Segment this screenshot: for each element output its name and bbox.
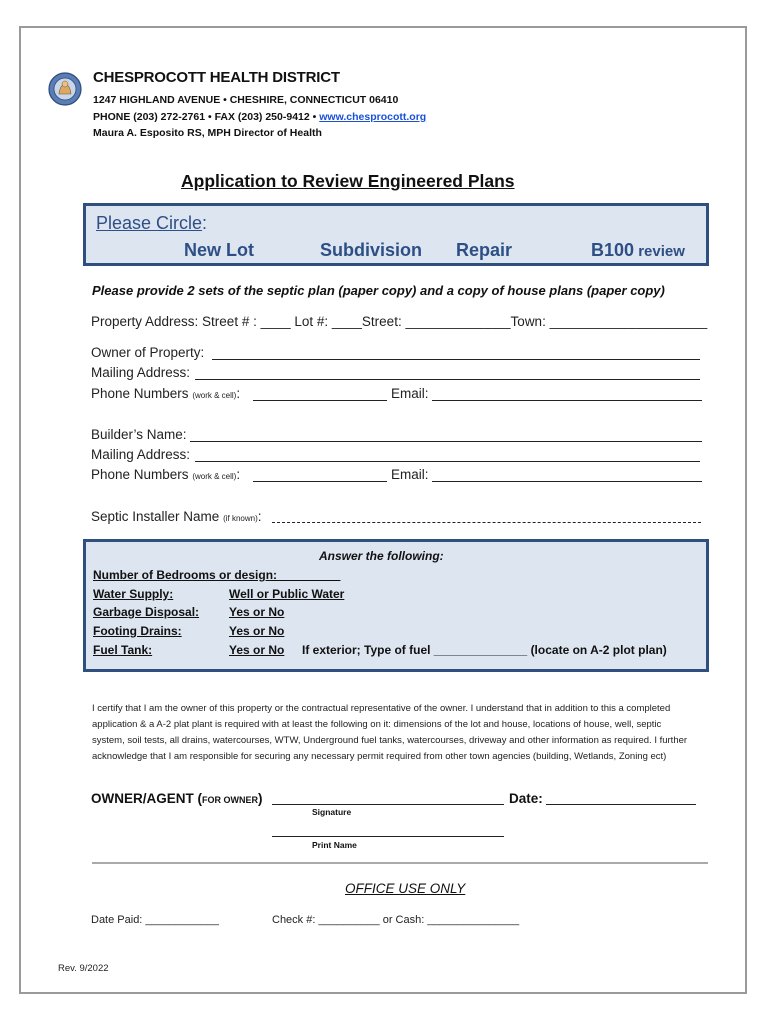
website-link[interactable]: www.chesprocott.org — [319, 111, 427, 123]
builder-phone-field[interactable] — [253, 481, 387, 482]
option-repair[interactable]: Repair — [456, 240, 513, 260]
answer-heading: Answer the following: — [319, 549, 444, 563]
check-cash-field[interactable]: Check #: __________ or Cash: _______________ — [272, 914, 520, 926]
signature-field[interactable] — [272, 804, 504, 805]
builder-email-field[interactable] — [432, 481, 702, 482]
date-field[interactable] — [546, 804, 696, 805]
builder-mailing-field[interactable] — [195, 461, 700, 462]
owner-label: Owner of Property: — [91, 345, 205, 360]
option-subdivision[interactable]: Subdivision — [320, 240, 423, 260]
owner-email-label: Email: — [391, 386, 429, 401]
owner-field[interactable] — [212, 359, 700, 360]
garbage-disposal-options[interactable]: Yes or No — [229, 605, 285, 619]
answer-box — [83, 539, 709, 672]
fuel-tank-options[interactable]: Yes or No — [229, 643, 285, 657]
owner-mailing-field[interactable] — [195, 379, 700, 380]
option-new-lot[interactable]: New Lot — [184, 240, 254, 260]
please-circle-box — [83, 203, 709, 266]
water-supply-options[interactable]: Well or Public Water — [229, 587, 345, 601]
date-label: Date: — [509, 791, 543, 806]
footing-drains-label: Footing Drains: — [93, 624, 182, 638]
please-circle-label: Please Circle: — [96, 213, 208, 233]
footing-drains-options[interactable]: Yes or No — [229, 624, 285, 638]
director-line: Maura A. Esposito RS, MPH Director of Health — [93, 127, 322, 139]
org-address: 1247 HIGHLAND AVENUE • CHESHIRE, CONNECTICUT 06410 — [93, 94, 399, 106]
septic-installer-label: Septic Installer Name (if known): — [91, 509, 262, 524]
document-title: Application to Review Engineered Plans — [181, 171, 515, 191]
builder-email-label: Email: — [391, 467, 429, 482]
builder-phone-label: Phone Numbers (work & cell): — [91, 467, 241, 482]
certification-text: I certify that I am the owner of this property or the contractual representative of the owner. I understand that in addition to this a completed application & a A-2 plat plant is required with at least the following on it: dimensions of the lot and house, locations of house, well, septic system, soil tests, all drains, watercourses, WTW, Underground fuel tanks, watercourses, driveway and other information as required. I further acknowledge that I am responsible for securing any necessary permit required from other town agencies (building, Wetlands, Zoning ect) — [92, 703, 688, 762]
septic-installer-field[interactable] — [272, 522, 701, 523]
owner-agent-label: OWNER/AGENT (FOR OWNER) — [91, 791, 263, 806]
owner-email-field[interactable] — [432, 400, 702, 401]
instructions: Please provide 2 sets of the septic plan (paper copy) and a copy of house plans (paper copy) — [92, 283, 665, 298]
builder-name-label: Builder’s Name: — [91, 427, 187, 442]
print-name-field[interactable] — [272, 836, 504, 837]
option-b100-review[interactable]: B100 review — [591, 240, 685, 260]
revision-label: Rev. 9/2022 — [58, 963, 109, 974]
owner-mailing-label: Mailing Address: — [91, 365, 191, 380]
owner-phone-label: Phone Numbers (work & cell): — [91, 386, 241, 401]
bedrooms-field[interactable]: Number of Bedrooms or design: _________ — [93, 568, 341, 582]
water-supply-label: Water Supply: — [93, 587, 174, 601]
signature-caption: Signature — [312, 807, 352, 817]
date-paid-field[interactable]: Date Paid: ____________ — [91, 914, 219, 926]
fuel-tank-label: Fuel Tank: — [93, 643, 153, 657]
garbage-disposal-label: Garbage Disposal: — [93, 605, 200, 619]
office-use-title: OFFICE USE ONLY — [345, 881, 466, 896]
district-seal-logo — [48, 72, 82, 106]
builder-mailing-label: Mailing Address: — [91, 447, 191, 462]
org-name: CHESPROCOTT HEALTH DISTRICT — [93, 69, 340, 86]
owner-phone-field[interactable] — [253, 400, 387, 401]
property-address-line[interactable]: Property Address: Street # : ____ Lot #: ____Street: ______________Town: _____________________ — [91, 314, 708, 329]
builder-name-field[interactable] — [190, 441, 702, 442]
org-phone-fax: PHONE (203) 272-2761 • FAX (203) 250-9412 • www.chesprocott.org — [93, 111, 427, 123]
divider — [92, 862, 708, 864]
fuel-type-field[interactable]: If exterior; Type of fuel ______________ (locate on A-2 plot plan) — [302, 643, 667, 657]
print-name-caption: Print Name — [312, 840, 357, 850]
